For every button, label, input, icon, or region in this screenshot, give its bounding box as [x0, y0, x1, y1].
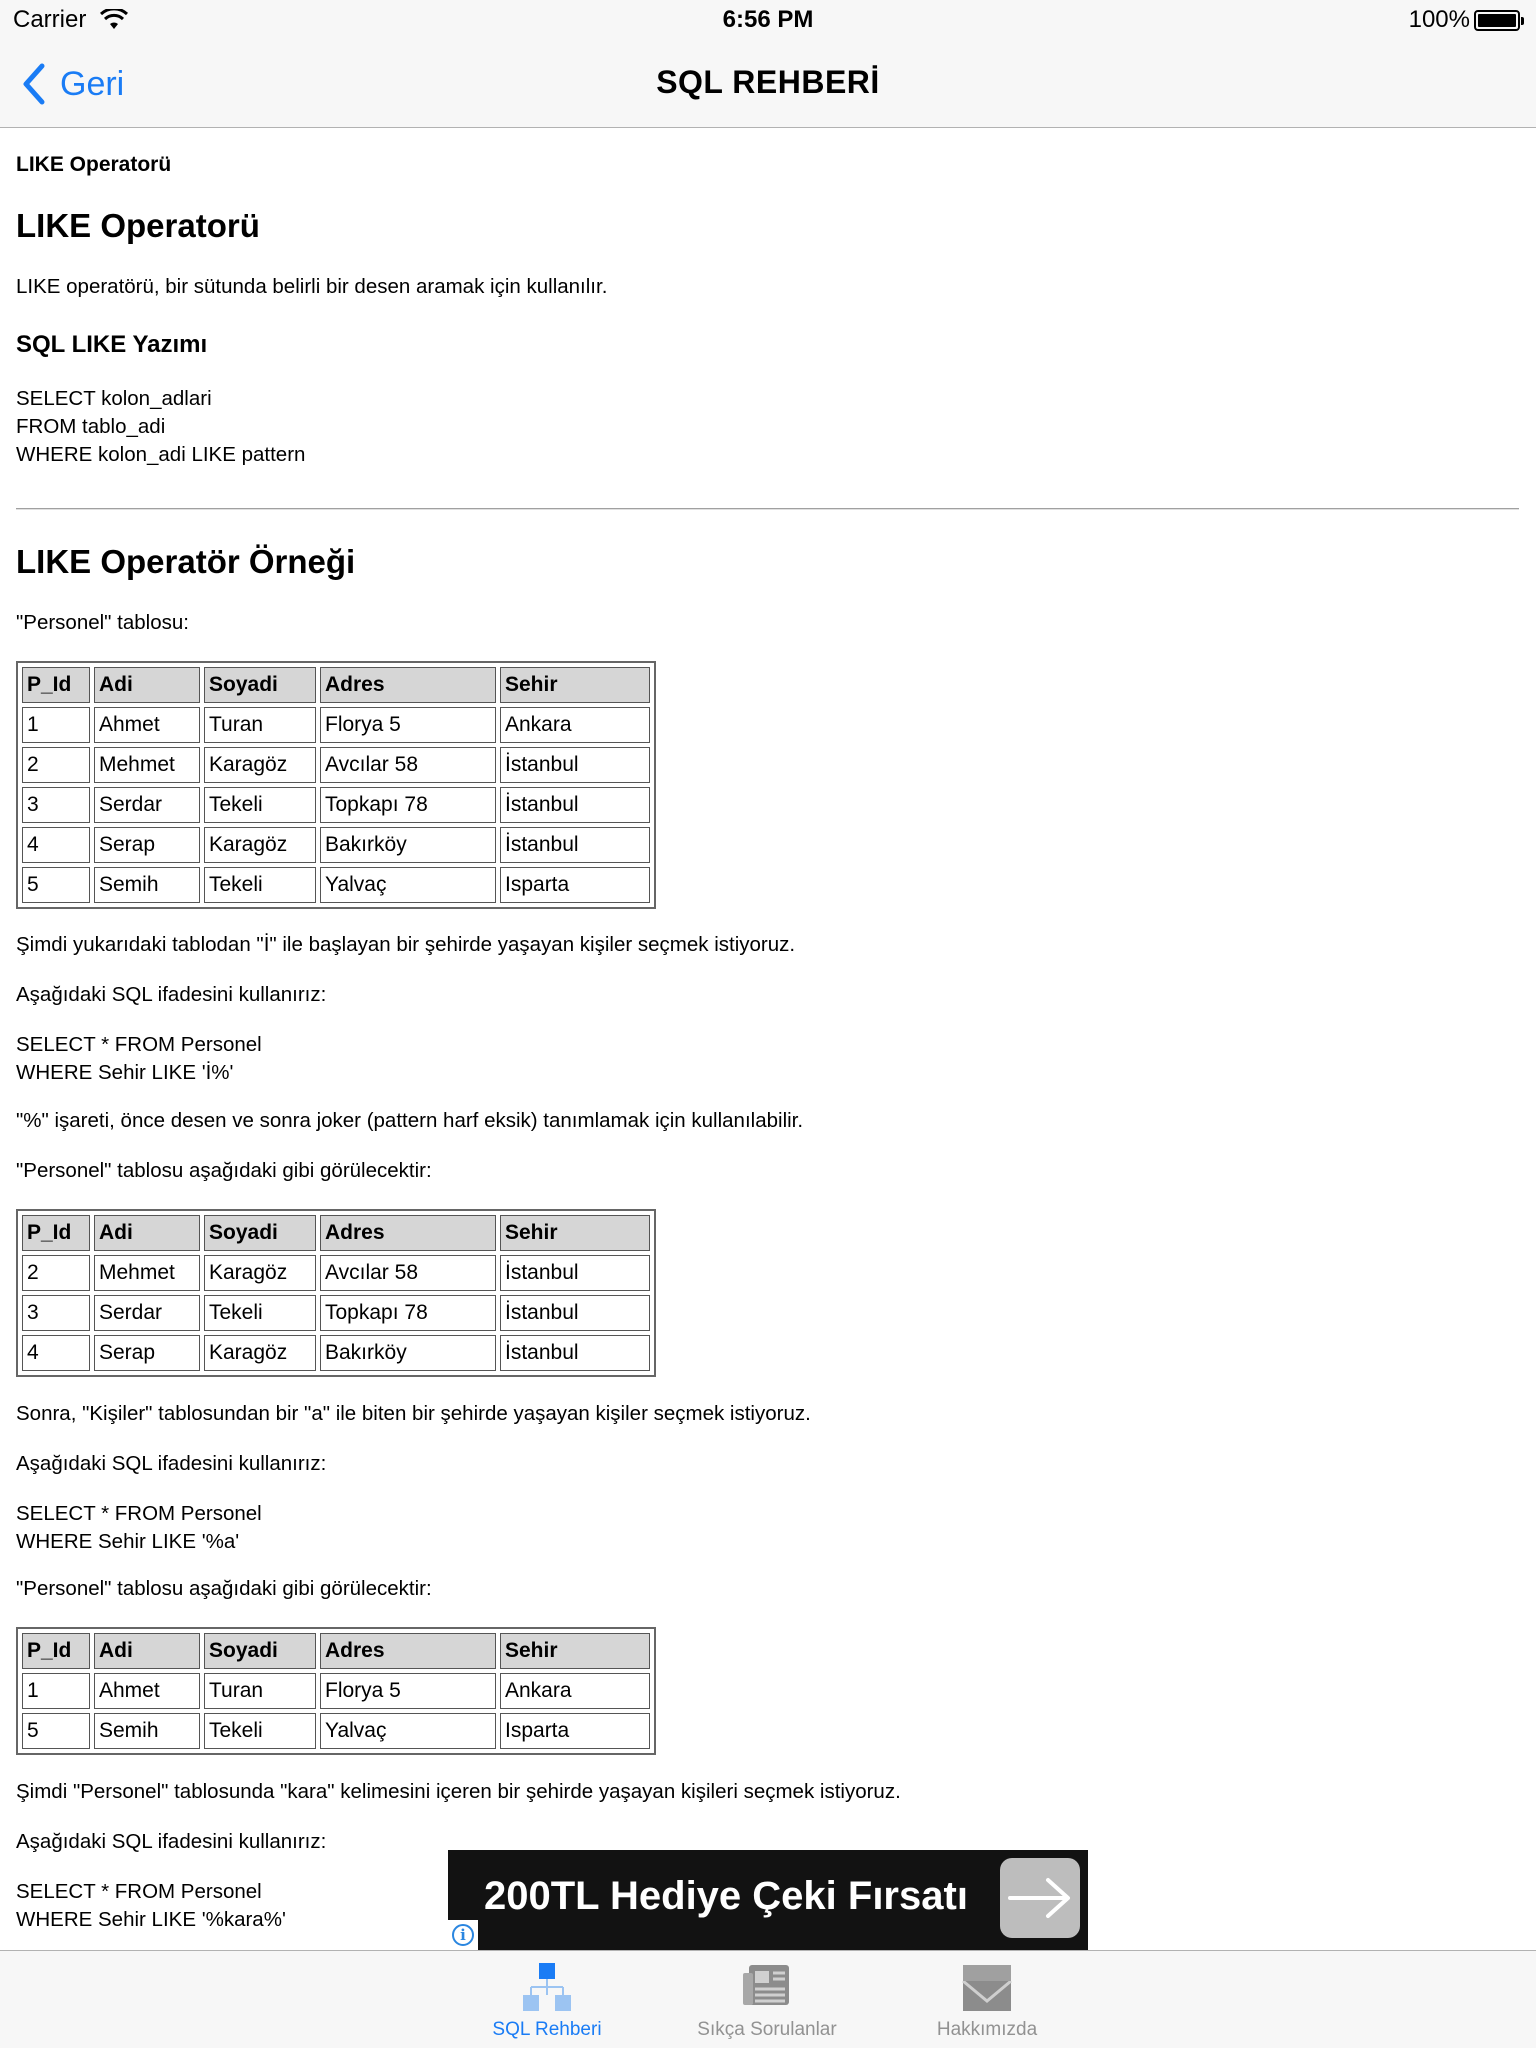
table-row: [22, 1673, 650, 1709]
table-cell: Tekeli: [204, 1713, 316, 1749]
column-header: Sehir: [500, 667, 650, 703]
table-cell: Semih: [94, 1713, 200, 1749]
navigation-bar: [0, 40, 1536, 128]
table-cell: İstanbul: [500, 787, 650, 823]
column-header: P_Id: [22, 1215, 90, 1251]
column-header: P_Id: [22, 667, 90, 703]
tab-label: SQL Rehberi: [492, 2019, 602, 2040]
table-header-row: [22, 1633, 650, 1669]
column-header: Adi: [94, 1215, 200, 1251]
table-cell: 2: [22, 747, 90, 783]
table-cell: Ankara: [500, 707, 650, 743]
column-header: Adres: [320, 1633, 496, 1669]
table-cell: Turan: [204, 1673, 316, 1709]
table-row: [22, 707, 650, 743]
paragraph: Aşağıdaki SQL ifadesini kullanırız:: [16, 1830, 327, 1853]
table-cell: 4: [22, 827, 90, 863]
battery-percent: 100%: [1408, 6, 1470, 33]
table-cell: 3: [22, 787, 90, 823]
column-header: Adi: [94, 1633, 200, 1669]
table-cell: Serdar: [94, 1295, 200, 1331]
table-cell: Bakırköy: [320, 827, 496, 863]
table-cell: Isparta: [500, 867, 650, 903]
tab-sql-rehberi[interactable]: [437, 1959, 657, 2045]
table-cell: Mehmet: [94, 747, 200, 783]
paragraph: Aşağıdaki SQL ifadesini kullanırız:: [16, 1452, 327, 1475]
result-table-2: [16, 1627, 656, 1755]
table-cell: Karagöz: [204, 1255, 316, 1291]
sitemap-icon: [517, 1959, 577, 2017]
personel-table: [16, 661, 656, 909]
table-cell: Florya 5: [320, 1673, 496, 1709]
column-header: Adres: [320, 1215, 496, 1251]
example-heading: LIKE Operatör Örneği: [16, 543, 356, 580]
sql-line: SELECT * FROM Personel: [16, 1880, 262, 1903]
status-bar: [0, 0, 1536, 40]
column-header: Adi: [94, 667, 200, 703]
table-cell: Serap: [94, 827, 200, 863]
table-row: [22, 1713, 650, 1749]
ad-text: 200TL Hediye Çeki Fırsatı: [484, 1874, 968, 1918]
document-title: LIKE Operatorü: [16, 153, 172, 176]
sql-line: WHERE Sehir LIKE '%a': [16, 1530, 240, 1553]
paragraph: Şimdi "Personel" tablosunda "kara" kelimesini içeren bir şehirde yaşayan kişileri seçmek istiyoruz.: [16, 1780, 901, 1803]
table-cell: Karagöz: [204, 747, 316, 783]
table-row: [22, 747, 650, 783]
table-cell: 2: [22, 1255, 90, 1291]
paragraph: Aşağıdaki SQL ifadesini kullanırız:: [16, 983, 327, 1006]
paragraph: Sonra, "Kişiler" tablosundan bir "a" ile biten bir şehirde yaşayan kişiler seçmek istiyoruz.: [16, 1402, 811, 1425]
tab-hakkimizda[interactable]: [877, 1959, 1097, 2045]
paragraph: "Personel" tablosu aşağıdaki gibi görülecektir:: [16, 1577, 432, 1600]
column-header: Adres: [320, 667, 496, 703]
table-caption: "Personel" tablosu:: [16, 611, 189, 634]
table-cell: Avcılar 58: [320, 1255, 496, 1291]
table-row: [22, 787, 650, 823]
battery-icon: [1474, 10, 1520, 31]
syntax-line: WHERE kolon_adi LIKE pattern: [16, 443, 306, 466]
table-cell: Topkapı 78: [320, 1295, 496, 1331]
sql-line: WHERE Sehir LIKE '%kara%': [16, 1908, 286, 1931]
table-cell: 5: [22, 867, 90, 903]
paragraph: "%" işareti, önce desen ve sonra joker (pattern harf eksik) tanımlamak için kullanılabilir.: [16, 1109, 804, 1132]
sql-line: WHERE Sehir LIKE 'İ%': [16, 1061, 234, 1084]
table-cell: İstanbul: [500, 1295, 650, 1331]
syntax-heading: SQL LIKE Yazımı: [16, 331, 208, 358]
table-cell: 5: [22, 1713, 90, 1749]
tab-label: Sıkça Sorulanlar: [697, 2019, 837, 2040]
table-cell: Tekeli: [204, 787, 316, 823]
inbox-icon: [957, 1959, 1017, 2017]
ad-arrow-button[interactable]: [1000, 1858, 1080, 1938]
tab-bar: [0, 1950, 1536, 2048]
divider: [16, 508, 1519, 510]
clock: 6:56 PM: [722, 6, 814, 33]
table-row: [22, 1295, 650, 1331]
paragraph: "Personel" tablosu aşağıdaki gibi görülecektir:: [16, 1159, 432, 1182]
table-row: [22, 827, 650, 863]
table-header-row: [22, 667, 650, 703]
table-cell: İstanbul: [500, 747, 650, 783]
table-cell: İstanbul: [500, 1335, 650, 1371]
column-header: P_Id: [22, 1633, 90, 1669]
table-row: [22, 1335, 650, 1371]
table-cell: Tekeli: [204, 867, 316, 903]
ad-banner[interactable]: [448, 1850, 1088, 1950]
column-header: Soyadi: [204, 667, 316, 703]
table-cell: Yalvaç: [320, 867, 496, 903]
table-cell: İstanbul: [500, 827, 650, 863]
table-cell: Mehmet: [94, 1255, 200, 1291]
table-cell: Tekeli: [204, 1295, 316, 1331]
sql-line: SELECT * FROM Personel: [16, 1502, 262, 1525]
carrier-label: Carrier: [13, 6, 87, 33]
table-cell: Topkapı 78: [320, 787, 496, 823]
back-label: Geri: [60, 64, 125, 103]
table-cell: Florya 5: [320, 707, 496, 743]
main-heading: LIKE Operatorü: [16, 207, 260, 244]
table-cell: İstanbul: [500, 1255, 650, 1291]
table-header-row: [22, 1215, 650, 1251]
newspaper-icon: [737, 1959, 797, 2017]
paragraph: Şimdi yukarıdaki tablodan "İ" ile başlayan bir şehirde yaşayan kişiler seçmek istiyoruz.: [16, 933, 796, 956]
column-header: Soyadi: [204, 1633, 316, 1669]
table-cell: Serap: [94, 1335, 200, 1371]
result-table-1: [16, 1209, 656, 1377]
intro-text: LIKE operatörü, bir sütunda belirli bir desen aramak için kullanılır.: [16, 275, 608, 298]
table-cell: 1: [22, 1673, 90, 1709]
table-cell: Ahmet: [94, 1673, 200, 1709]
table-cell: 3: [22, 1295, 90, 1331]
column-header: Soyadi: [204, 1215, 316, 1251]
column-header: Sehir: [500, 1215, 650, 1251]
tab-label: Hakkımızda: [936, 2019, 1038, 2040]
page-title: SQL REHBERİ: [656, 64, 880, 100]
table-cell: 1: [22, 707, 90, 743]
table-cell: Bakırköy: [320, 1335, 496, 1371]
table-cell: Serdar: [94, 787, 200, 823]
table-cell: 4: [22, 1335, 90, 1371]
table-cell: Turan: [204, 707, 316, 743]
table-cell: Karagöz: [204, 1335, 316, 1371]
table-cell: Semih: [94, 867, 200, 903]
column-header: Sehir: [500, 1633, 650, 1669]
info-icon: i: [452, 1924, 474, 1946]
table-cell: Karagöz: [204, 827, 316, 863]
table-cell: Yalvaç: [320, 1713, 496, 1749]
table-cell: Ahmet: [94, 707, 200, 743]
table-row: [22, 1255, 650, 1291]
arrow-right-icon: [1000, 1858, 1080, 1938]
table-cell: Isparta: [500, 1713, 650, 1749]
sql-line: SELECT * FROM Personel: [16, 1033, 262, 1056]
ad-info-button[interactable]: [448, 1920, 478, 1950]
table-row: [22, 867, 650, 903]
syntax-line: FROM tablo_adi: [16, 415, 166, 438]
table-cell: Avcılar 58: [320, 747, 496, 783]
tab-sikca-sorulanlar[interactable]: [657, 1959, 877, 2045]
syntax-line: SELECT kolon_adlari: [16, 387, 212, 410]
table-cell: Ankara: [500, 1673, 650, 1709]
